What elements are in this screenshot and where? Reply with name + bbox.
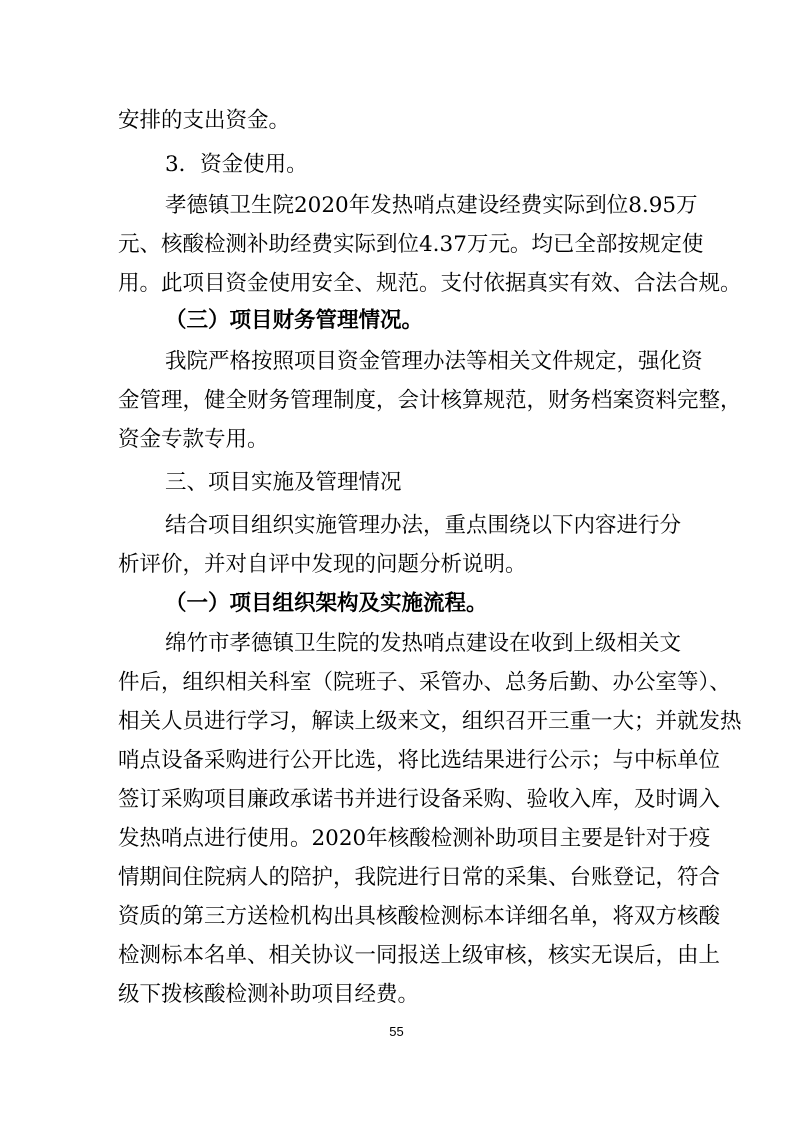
text-line: 情期间住院病人的陪护，我院进行日常的采集、台账登记，符合 — [118, 865, 721, 890]
section-heading: （一）项目组织架构及实施流程。 — [165, 591, 488, 616]
section-heading: 3．资金使用。 — [165, 152, 308, 177]
section-heading: （三）项目财务管理情况。 — [165, 308, 424, 333]
text-line: 析评价，并对自评中发现的问题分析说明。 — [118, 552, 527, 577]
text-line: 绵竹市孝德镇卫生院的发热哨点建设在收到上级相关文 — [165, 631, 682, 656]
text-line: 签订采购项目廉政承诺书并进行设备采购、验收入库，及时调入 — [118, 787, 721, 812]
text-line: 相关人员进行学习，解读上级来文，组织召开三重一大；并就发热 — [118, 709, 742, 734]
text-line: 元、核酸检测补助经费实际到位4.37万元。均已全部按规定使 — [118, 232, 704, 257]
text-line: 安排的支出资金。 — [118, 108, 291, 133]
text-line: 级下拨核酸检测补助项目经费。 — [118, 982, 420, 1007]
text-line: 结合项目组织实施管理办法，重点围绕以下内容进行分 — [165, 513, 682, 538]
text-line: 资质的第三方送检机构出具核酸检测标本详细名单，将双方核酸 — [118, 904, 721, 929]
text-line: 用。此项目资金使用安全、规范。支付依据真实有效、合法合规。 — [118, 271, 742, 296]
text-line: 件后，组织相关科室（院班子、采管办、总务后勤、办公室等）、 — [118, 670, 731, 695]
text-line: 金管理，健全财务管理制度，会计核算规范，财务档案资料完整， — [118, 388, 742, 413]
text-line: 我院严格按照项目资金管理办法等相关文件规定，强化资 — [165, 349, 703, 374]
text-line: 哨点设备采购进行公开比选，将比选结果进行公示；与中标单位 — [118, 748, 721, 773]
page-number: 55 — [389, 1024, 404, 1039]
text-line: 孝德镇卫生院2020年发热哨点建设经费实际到位8.95万 — [165, 193, 698, 218]
text-line: 资金专款专用。 — [118, 427, 269, 452]
text-line: 检测标本名单、相关协议一同报送上级审核，核实无误后，由上 — [118, 943, 721, 968]
section-heading: 三、项目实施及管理情况 — [165, 470, 402, 495]
text-line: 发热哨点进行使用。2020年核酸检测补助项目主要是针对于疫 — [118, 826, 711, 851]
